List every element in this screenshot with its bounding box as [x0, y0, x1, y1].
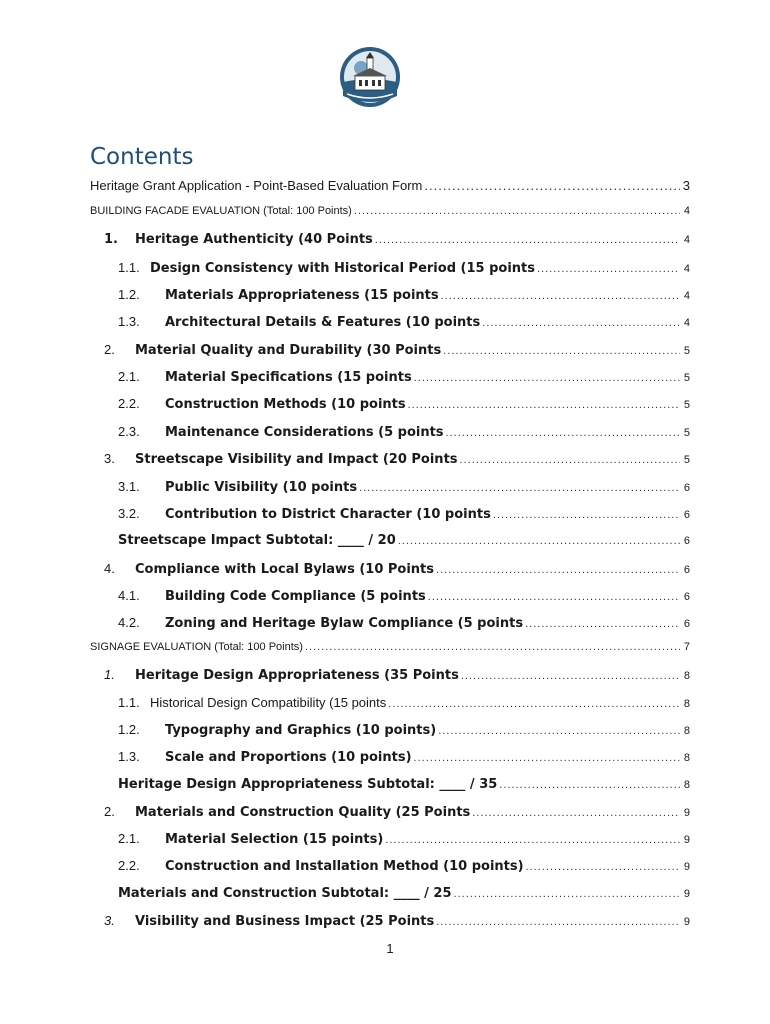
- toc-leader-dots: [408, 399, 680, 411]
- toc-entry-number: 4.1.: [118, 588, 140, 603]
- toc-entry-text: Scale and Proportions (10 points): [165, 750, 412, 765]
- page-number: 1: [386, 941, 394, 956]
- toc-leader-dots: [305, 641, 680, 653]
- toc-entry-number: 2.: [104, 342, 115, 357]
- toc-entry[interactable]: [90, 205, 690, 225]
- toc-page-number: 8: [683, 779, 690, 791]
- toc-entry[interactable]: [104, 232, 690, 252]
- toc-leader-dots: [398, 535, 680, 547]
- toc-entry-text: Contribution to District Character (10 points: [165, 507, 491, 522]
- toc-entry[interactable]: [118, 831, 690, 851]
- contents-heading: Contents: [90, 144, 194, 170]
- toc-entry-number: 3.: [104, 913, 115, 928]
- toc-entry[interactable]: [118, 695, 690, 715]
- toc-page-number: 9: [683, 834, 690, 846]
- toc-page-number: 9: [683, 916, 690, 928]
- toc-leader-dots: [438, 725, 680, 737]
- toc-entry-text: Visibility and Business Impact (25 Points: [135, 914, 435, 929]
- toc-leader-dots: [446, 427, 680, 439]
- toc-entry-number: 3.2.: [118, 506, 140, 521]
- toc-page-number: 5: [683, 454, 690, 466]
- toc-entry[interactable]: [118, 749, 690, 769]
- toc-page-number: 5: [683, 399, 690, 411]
- toc-entry-text: Material Quality and Durability (30 Points: [135, 343, 442, 358]
- toc-entry-number: 2.2.: [118, 858, 140, 873]
- toc-leader-dots: [414, 372, 680, 384]
- toc-leader-dots: [461, 670, 680, 682]
- toc-entry-number: 1.3.: [118, 314, 140, 329]
- toc-entry-text: Historical Design Compatibility (15 points: [150, 695, 387, 710]
- toc-entry-text: Typography and Graphics (10 points): [165, 723, 437, 738]
- toc-page-number: 8: [683, 725, 690, 737]
- toc-leader-dots: [359, 482, 680, 494]
- toc-entry-text: SIGNAGE EVALUATION (Total: 100 Points): [90, 641, 303, 653]
- toc-page-number: 9: [683, 807, 690, 819]
- toc-entry[interactable]: [118, 506, 690, 526]
- toc-entry-number: 2.3.: [118, 424, 140, 439]
- toc-page-number: 4: [683, 263, 690, 275]
- toc-leader-dots: [482, 317, 680, 329]
- toc-page-number: 9: [683, 861, 690, 873]
- toc-entry[interactable]: [104, 561, 690, 581]
- toc-page-number: 4: [683, 290, 690, 302]
- toc-entry[interactable]: [118, 260, 690, 280]
- toc-entry[interactable]: [90, 178, 690, 198]
- toc-entry-text: Construction Methods (10 points: [165, 397, 406, 412]
- toc-leader-dots: [493, 509, 680, 521]
- toc-leader-dots: [385, 834, 680, 846]
- toc-page-number: 8: [683, 698, 690, 710]
- toc-page-number: 4: [683, 234, 690, 246]
- toc-leader-dots: [454, 888, 680, 900]
- toc-page-number: 9: [683, 888, 690, 900]
- toc-page-number: 8: [683, 752, 690, 764]
- toc-entry-text: Heritage Design Appropriateness (35 Points: [135, 668, 459, 683]
- toc-leader-dots: [537, 263, 680, 275]
- toc-leader-dots: [443, 345, 680, 357]
- toc-leader-dots: [436, 916, 680, 928]
- toc-entry-number: 2.1.: [118, 831, 140, 846]
- toc-leader-dots: [499, 779, 680, 791]
- toc-leader-dots: [460, 454, 680, 466]
- toc-entry-text: Maintenance Considerations (5 points: [165, 425, 444, 440]
- toc-page-number: 6: [683, 509, 690, 521]
- toc-page-number: 3: [682, 178, 690, 193]
- toc-entry-number: 1.1.: [118, 695, 140, 710]
- toc-entry[interactable]: [118, 615, 690, 635]
- toc-leader-dots: [526, 861, 680, 873]
- toc-entry-number: 1.3.: [118, 749, 140, 764]
- toc-entry[interactable]: [104, 451, 690, 471]
- toc-entry[interactable]: [118, 424, 690, 444]
- toc-page-number: 6: [683, 618, 690, 630]
- toc-entry-text: Materials and Construction Quality (25 Points: [135, 805, 471, 820]
- toc-entry-text: Streetscape Visibility and Impact (20 Points: [135, 452, 458, 467]
- toc-leader-dots: [428, 591, 680, 603]
- toc-entry[interactable]: [118, 369, 690, 389]
- toc-entry[interactable]: [118, 396, 690, 416]
- toc-entry[interactable]: [118, 287, 690, 307]
- toc-entry-text: Architectural Details & Features (10 points: [165, 315, 481, 330]
- toc-entry-number: 2.: [104, 804, 115, 819]
- toc-entry[interactable]: [104, 342, 690, 362]
- toc-entry[interactable]: [118, 588, 690, 608]
- toc-entry-number: 1.2.: [118, 287, 140, 302]
- toc-page-number: 5: [683, 345, 690, 357]
- toc-entry[interactable]: [90, 641, 690, 661]
- toc-entry-text: Heritage Grant Application - Point-Based Evaluation Form: [90, 178, 423, 193]
- toc-entry-text: Heritage Design Appropriateness Subtotal: ____ / 35: [118, 777, 498, 792]
- toc-leader-dots: [375, 234, 680, 246]
- toc-entry-number: 4.: [104, 561, 115, 576]
- toc-entry[interactable]: [118, 777, 690, 797]
- toc-entry-text: BUILDING FACADE EVALUATION (Total: 100 Points): [90, 205, 352, 217]
- toc-entry-text: Public Visibility (10 points: [165, 480, 358, 495]
- toc-entry-text: Materials and Construction Subtotal: ____ / 25: [118, 886, 452, 901]
- toc-entry-text: Material Selection (15 points): [165, 832, 384, 847]
- toc-entry-number: 1.: [104, 667, 115, 682]
- toc-entry-number: 2.2.: [118, 396, 140, 411]
- toc-entry-text: Heritage Authenticity (40 Points: [135, 232, 373, 247]
- toc-entry-number: 3.1.: [118, 479, 140, 494]
- toc-entry-text: Streetscape Impact Subtotal: ____ / 20: [118, 533, 396, 548]
- toc-page-number: 8: [683, 670, 690, 682]
- toc-leader-dots: [472, 807, 680, 819]
- toc-page-number: 4: [683, 317, 690, 329]
- toc-page-number: 6: [683, 535, 690, 547]
- toc-page-number: 6: [683, 482, 690, 494]
- toc-entry-number: 2.1.: [118, 369, 140, 384]
- toc-entry-number: 1.2.: [118, 722, 140, 737]
- toc-leader-dots: [525, 618, 680, 630]
- toc-entry-text: Building Code Compliance (5 points: [165, 589, 426, 604]
- toc-entry-text: Material Specifications (15 points: [165, 370, 412, 385]
- toc-entry-text: Compliance with Local Bylaws (10 Points: [135, 562, 435, 577]
- toc-entry-text: Construction and Installation Method (10 points): [165, 859, 524, 874]
- toc-entry[interactable]: [104, 804, 690, 824]
- toc-entry[interactable]: [118, 886, 690, 906]
- toc-entry[interactable]: [118, 858, 690, 878]
- toc-entry[interactable]: [118, 722, 690, 742]
- toc-entry[interactable]: [118, 314, 690, 334]
- toc-leader-dots: [441, 290, 680, 302]
- toc-page-number: 7: [683, 641, 690, 653]
- toc-leader-dots: [414, 752, 680, 764]
- municipal-seal-logo: [339, 46, 401, 108]
- toc-entry-number: 1.1.: [118, 260, 140, 275]
- toc-page-number: 6: [683, 591, 690, 603]
- toc-leader-dots: [354, 205, 680, 217]
- toc-entry[interactable]: [118, 533, 690, 553]
- toc-page-number: 6: [683, 564, 690, 576]
- toc-entry-number: 3.: [104, 451, 115, 466]
- toc-leader-dots: [388, 698, 680, 710]
- toc-leader-dots: [436, 564, 680, 576]
- toc-entry[interactable]: [118, 479, 690, 499]
- toc-entry-text: Zoning and Heritage Bylaw Compliance (5 points: [165, 616, 524, 631]
- toc-entry-text: Materials Appropriateness (15 points: [165, 288, 439, 303]
- toc-entry[interactable]: [104, 667, 690, 687]
- toc-entry[interactable]: [104, 913, 690, 933]
- toc-entry-number: 4.2.: [118, 615, 140, 630]
- toc-page-number: 5: [683, 372, 690, 384]
- toc-entry-number: 1.: [104, 232, 118, 247]
- toc-page-number: 4: [683, 205, 690, 217]
- toc-entry-text: Design Consistency with Historical Period (15 points: [150, 261, 535, 276]
- toc-leader-dots: [424, 178, 680, 193]
- toc-page-number: 5: [683, 427, 690, 439]
